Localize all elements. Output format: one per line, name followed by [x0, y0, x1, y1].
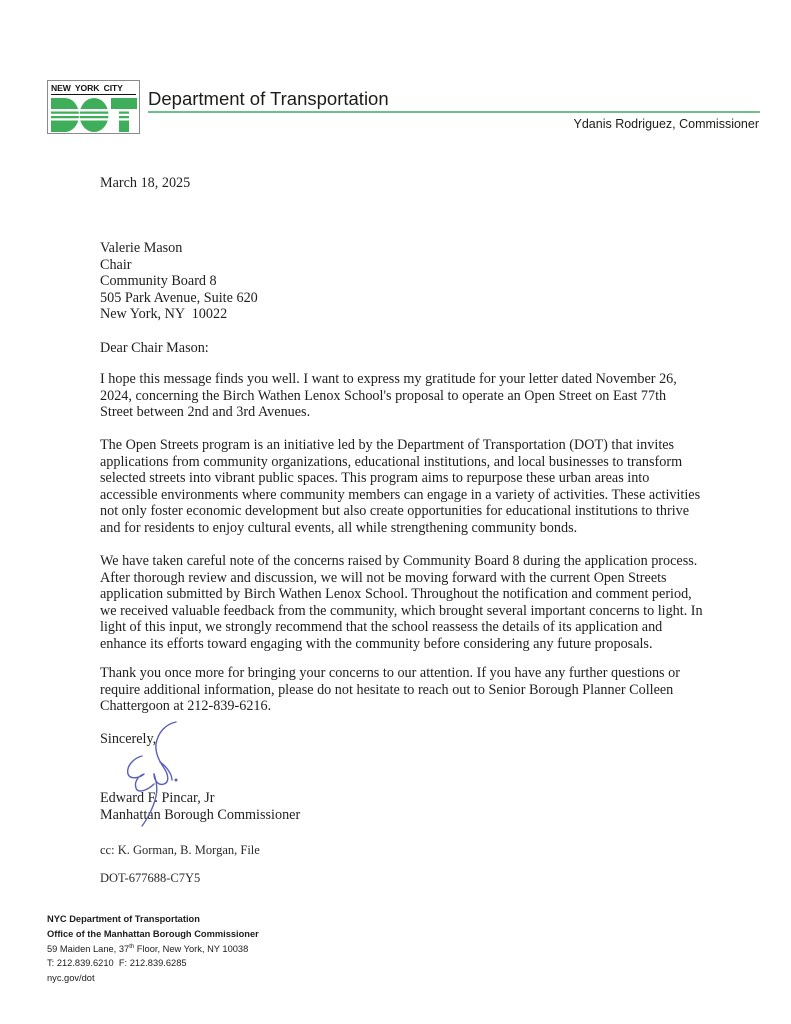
paragraph-line: Chattergoon at 212-839-6216. — [100, 698, 272, 715]
paragraph-line: require additional information, please do not hesitate to reach out to Senior Borough Planner Colleen — [100, 681, 674, 698]
letterhead-rule — [148, 111, 760, 113]
footer-org-name: NYC Department of Transportation — [47, 914, 200, 924]
footer-website: nyc.gov/dot — [47, 973, 95, 984]
paragraph-line: We have taken careful note of the concerns raised by Community Board 8 during the application process. — [100, 553, 698, 569]
paragraph-line: I hope this message finds you well. I want to express my gratitude for your letter dated November 26, — [100, 371, 677, 387]
paragraph-line: we received valuable feedback from the community, which brought several important concerns to light. In — [100, 602, 703, 619]
body-paragraph-1 — [100, 371, 780, 421]
footer-address-pre: 59 Maiden Lane, 37 — [47, 943, 130, 954]
paragraph-line: accessible environments where community members can engage in a variety of activities. These activities — [100, 486, 701, 503]
signer-block — [100, 790, 300, 823]
signer-name: Edward F. Pincar, Jr — [100, 790, 215, 806]
logo-top-text: NEW YORK CITY — [51, 83, 136, 95]
closing: Sincerely, — [100, 731, 157, 747]
recipient-name: Valerie Mason — [100, 240, 183, 256]
recipient-organization: Community Board 8 — [100, 273, 217, 290]
paragraph-line: and for residents to enjoy cultural events, all while strengthening community bonds. — [100, 519, 578, 536]
paragraph-line: After thorough review and discussion, we will not be moving forward with the current Open Streets — [100, 569, 667, 586]
reference-number: DOT-677688-C7Y5 — [100, 871, 201, 885]
recipient-title: Chair — [100, 256, 132, 273]
dot-logo-mark-icon — [51, 98, 137, 132]
cc-line: cc: K. Gorman, B. Morgan, File — [100, 843, 260, 857]
paragraph-line: enhance its efforts toward engaging with the community before considering any future proposals. — [100, 635, 653, 652]
body-paragraph-4 — [100, 665, 780, 715]
recipient-street: 505 Park Avenue, Suite 620 — [100, 289, 258, 306]
salutation: Dear Chair Mason: — [100, 340, 209, 356]
commissioner-name: Ydanis Rodriguez, Commissioner — [573, 117, 759, 131]
footer-address-post: Floor, New York, NY 10038 — [134, 943, 249, 954]
paragraph-line: not only foster economic development but also create opportunities for educational institutions to thrive — [100, 503, 690, 520]
footer-address — [47, 942, 259, 957]
paragraph-line: applications from community organizations, educational institutions, and local businesses to transform — [100, 453, 683, 470]
footer-address-sup: th — [129, 943, 135, 950]
footer-contact — [47, 912, 259, 986]
paragraph-line: Street between 2nd and 3rd Avenues. — [100, 404, 311, 421]
paragraph-line: light of this input, we strongly recommend that the school reassess the details of its application and — [100, 619, 663, 636]
footer-phones: T: 212.839.6210 F: 212.839.6285 — [47, 958, 187, 969]
paragraph-line: selected streets into vibrant public spaces. This program aims to repurpose these urban areas into — [100, 470, 650, 487]
body-paragraph-2 — [100, 437, 780, 537]
nyc-dot-logo — [47, 80, 140, 134]
recipient-address — [100, 240, 258, 323]
recipient-city: New York, NY 10022 — [100, 306, 228, 323]
paragraph-line: application submitted by Birch Wathen Lenox School. Throughout the notification and comment period, — [100, 586, 692, 603]
letter-date: March 18, 2025 — [100, 175, 191, 191]
paragraph-line: Thank you once more for bringing your concerns to our attention. If you have any further questions or — [100, 665, 680, 681]
signer-title: Manhattan Borough Commissioner — [100, 806, 301, 823]
paragraph-line: 2024, concerning the Birch Wathen Lenox School's proposal to operate an Open Street on East 77th — [100, 387, 667, 404]
department-name: Department of Transportation — [148, 88, 389, 109]
body-paragraph-3 — [100, 553, 780, 653]
footer-office-name: Office of the Manhattan Borough Commissioner — [47, 928, 259, 939]
paragraph-line: The Open Streets program is an initiative led by the Department of Transportation (DOT) that invites — [100, 437, 675, 453]
